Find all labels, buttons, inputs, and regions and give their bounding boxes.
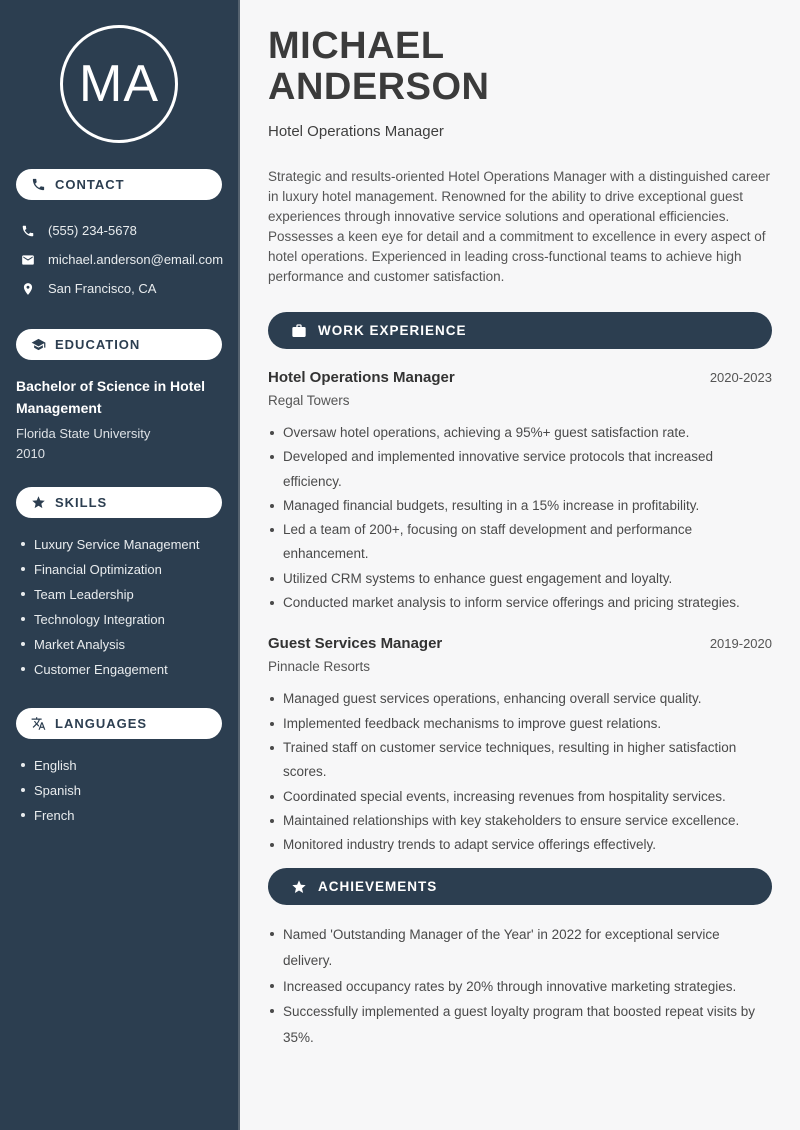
job-bullet-list xyxy=(268,687,772,857)
languages-list xyxy=(0,753,238,828)
job-bullet-list xyxy=(268,421,772,615)
list-item: Utilized CRM systems to enhance guest engagement and loyalty. xyxy=(268,567,772,591)
list-item: Coordinated special events, increasing revenues from hospitality services. xyxy=(268,785,772,809)
avatar-initials: MA xyxy=(79,55,159,113)
graduation-cap-icon xyxy=(31,337,46,352)
job-header xyxy=(268,369,772,386)
skills-section-header xyxy=(16,487,222,518)
skills-list xyxy=(0,532,238,682)
phone-icon xyxy=(31,177,46,192)
main-content xyxy=(240,0,800,1130)
list-item: Customer Engagement xyxy=(0,657,238,682)
contact-section-header xyxy=(16,169,222,200)
contact-email xyxy=(0,245,238,274)
school: Florida State University xyxy=(16,426,151,441)
list-item: Market Analysis xyxy=(0,632,238,657)
avatar xyxy=(60,25,178,143)
languages-heading: LANGUAGES xyxy=(55,716,148,731)
education-section-header xyxy=(16,329,222,360)
list-item: Increased occupancy rates by 20% through innovative marketing strategies. xyxy=(268,974,772,1000)
job-title: Guest Services Manager xyxy=(268,635,443,653)
list-item: Managed guest services operations, enhancing overall service quality. xyxy=(268,687,772,711)
list-item: French xyxy=(0,803,238,828)
list-item: Implemented feedback mechanisms to improve guest relations. xyxy=(268,712,772,736)
star-icon xyxy=(291,879,307,895)
achievements-heading: ACHIEVEMENTS xyxy=(318,879,438,895)
briefcase-icon xyxy=(291,323,307,339)
achievements-list xyxy=(268,922,772,1050)
list-item: Spanish xyxy=(0,778,238,803)
professional-summary: Strategic and results-oriented Hotel Operations Manager with a distinguished career in luxury hotel management. Renowned for the ability to drive exceptional guest experiences through innovative service solutions and operational efficiencies. Possesses a keen eye for detail and a commitment to excellence in every aspect of hotel operations. Experienced in leading cross-functional teams to achieve high performance and customer satisfaction. xyxy=(268,169,771,284)
list-item: Developed and implemented innovative service protocols that increased efficiency. xyxy=(268,445,772,494)
list-item: Team Leadership xyxy=(0,582,238,607)
job-dates: 2019-2020 xyxy=(709,636,772,652)
sidebar xyxy=(0,0,240,1130)
job-entry xyxy=(268,635,772,857)
job-headline: Hotel Operations Manager xyxy=(268,123,444,140)
work-experience-section-header xyxy=(268,312,772,349)
list-item: Successfully implemented a guest loyalty program that boosted repeat visits by 35%. xyxy=(268,999,772,1050)
phone-icon xyxy=(21,224,35,238)
work-experience-heading: WORK EXPERIENCE xyxy=(318,323,467,338)
languages-section-header xyxy=(16,708,222,739)
last-name: ANDERSON xyxy=(268,66,490,108)
contact-heading: CONTACT xyxy=(55,177,125,192)
list-item: Named 'Outstanding Manager of the Year' in 2022 for exceptional service delivery. xyxy=(268,922,772,973)
job-dates: 2020-2023 xyxy=(709,370,772,385)
star-icon xyxy=(31,495,46,510)
job-header xyxy=(268,635,772,652)
list-item: Financial Optimization xyxy=(0,557,238,582)
job-title: Hotel Operations Manager xyxy=(268,369,455,386)
list-item: Monitored industry trends to adapt service offerings effectively. xyxy=(268,833,772,857)
translate-icon xyxy=(31,716,46,731)
contact-location xyxy=(0,274,238,303)
list-item: Trained staff on customer service techniques, resulting in higher satisfaction scores. xyxy=(268,736,772,785)
list-item: Led a team of 200+, focusing on staff development and performance enhancement. xyxy=(268,518,772,567)
list-item: Managed financial budgets, resulting in a 15% increase in profitability. xyxy=(268,494,772,518)
email-value: michael.anderson@email.com xyxy=(48,252,224,267)
email-icon xyxy=(21,253,35,267)
education-entry xyxy=(0,360,238,461)
list-item: Conducted market analysis to inform service offerings and pricing strategies. xyxy=(268,591,772,615)
location-value: San Francisco, CA xyxy=(48,281,157,296)
list-item: English xyxy=(0,753,238,778)
job-company: Pinnacle Resorts xyxy=(268,659,371,675)
list-item: Luxury Service Management xyxy=(0,532,238,557)
graduation-year: 2010 xyxy=(16,446,45,461)
skills-heading: SKILLS xyxy=(55,495,108,510)
education-heading: EDUCATION xyxy=(55,337,141,352)
contact-phone xyxy=(0,216,238,245)
list-item: Maintained relationships with key stakeholders to ensure service excellence. xyxy=(268,809,772,833)
job-entry xyxy=(268,369,772,615)
location-pin-icon xyxy=(21,282,35,296)
first-name: MICHAEL xyxy=(268,25,445,67)
phone-value: (555) 234-5678 xyxy=(48,223,137,238)
degree: Bachelor of Science in Hotel Management xyxy=(16,378,206,416)
achievements-section-header xyxy=(268,868,772,905)
job-company: Regal Towers xyxy=(268,393,350,408)
page-title xyxy=(268,26,772,108)
list-item: Oversaw hotel operations, achieving a 95%+ guest satisfaction rate. xyxy=(268,421,772,445)
list-item: Technology Integration xyxy=(0,607,238,632)
contact-list xyxy=(0,216,238,303)
